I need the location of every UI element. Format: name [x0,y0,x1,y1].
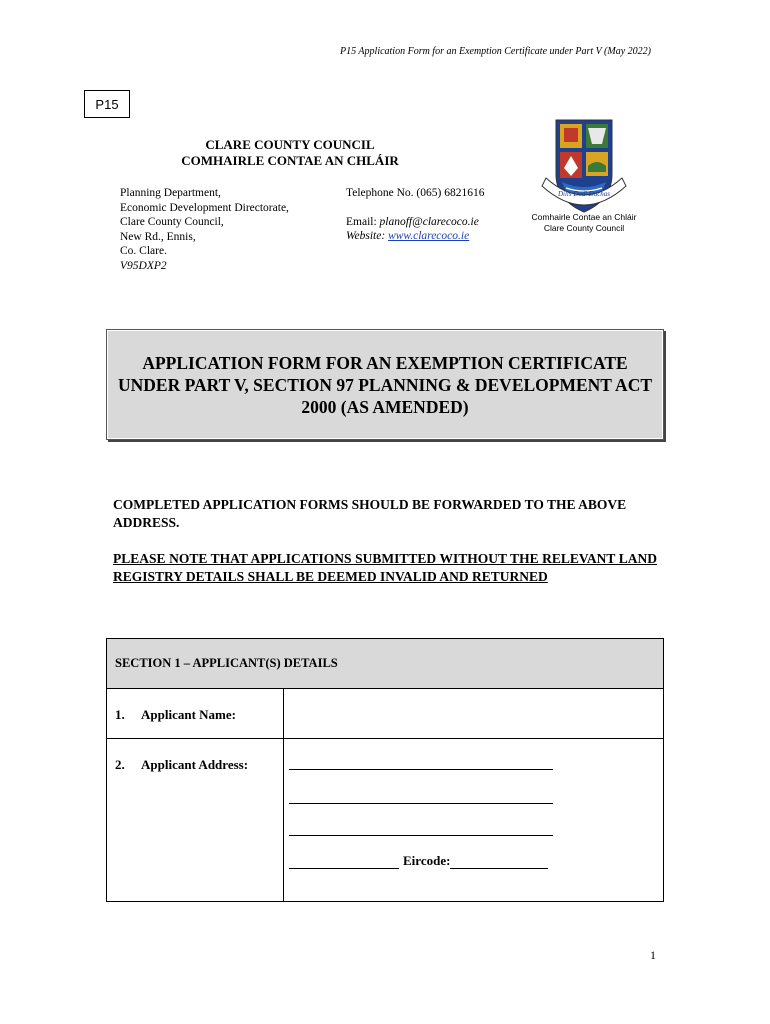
form-title: APPLICATION FORM FOR AN EXEMPTION CERTIFICATE UNDER PART V, SECTION 97 PLANNING & DEVELOPMENT ACT 2000 (AS AMENDED) [106,329,664,440]
field-label-text: Applicant Name: [141,707,236,722]
council-name-irish: COMHAIRLE CONTAE AN CHLÁIR [181,153,399,168]
applicant-address-label [115,757,248,773]
section-1-heading: SECTION 1 – APPLICANT(S) DETAILS [107,639,663,689]
council-name-english: CLARE COUNTY COUNCIL [205,137,375,152]
eircode-input[interactable] [450,856,548,869]
website-label: Website: [346,230,386,242]
crest-caption-english: Clare County Council [543,223,625,233]
eircode-label: Eircode: [403,853,451,868]
applicant-name-label [115,707,236,723]
forwarding-notice: COMPLETED APPLICATION FORMS SHOULD BE FORWARDED TO THE ABOVE ADDRESS. [113,497,627,530]
telephone: Telephone No. (065) 6821616 [346,187,485,199]
address-line: New Rd., Ennis, [120,230,196,243]
svg-text:Dílis Dod' Dúchas [557,190,610,198]
field-number: 2. [115,757,125,772]
email-address[interactable]: planoff@clarecoco.ie [379,215,479,228]
section-1-table [106,638,664,902]
email-row [346,215,484,230]
field-label-text: Applicant Address: [141,757,249,772]
applicant-name-input[interactable] [284,690,663,738]
field-number: 1. [115,707,125,722]
website-link[interactable]: www.clarecoco.ie [388,230,470,242]
council-name [170,137,410,169]
crest-caption [530,212,638,234]
website-row [346,229,484,244]
crest-motto: Dílis Dod' Dúchas [557,190,611,198]
postal-address [120,186,289,273]
address-line-4-input[interactable] [289,856,399,869]
address-postcode: V95DXP2 [120,259,167,272]
page-number: 1 [650,948,656,962]
form-code-box: P15 [84,90,130,118]
eircode-row [289,853,559,869]
running-header: P15 Application Form for an Exemption Certificate under Part V (May 2022) [340,46,651,57]
land-registry-warning: PLEASE NOTE THAT APPLICATIONS SUBMITTED WITHOUT THE RELEVANT LAND REGISTRY DETAILS SHALL BE DEEMED INVALID AND RETURNED [113,551,657,584]
address-line-2-input[interactable] [289,803,553,804]
address-line: Economic Development Directorate, [120,201,289,214]
email-label: Email: [346,215,377,228]
address-line: Clare County Council, [120,216,224,228]
address-line: Co. Clare. [120,245,167,257]
address-line-1-input[interactable] [289,769,553,770]
contact-details [346,186,484,244]
crest-caption-irish: Comhairle Contae an Chláir [531,212,637,222]
address-line: Planning Department, [120,187,221,199]
address-line-3-input[interactable] [289,835,553,836]
